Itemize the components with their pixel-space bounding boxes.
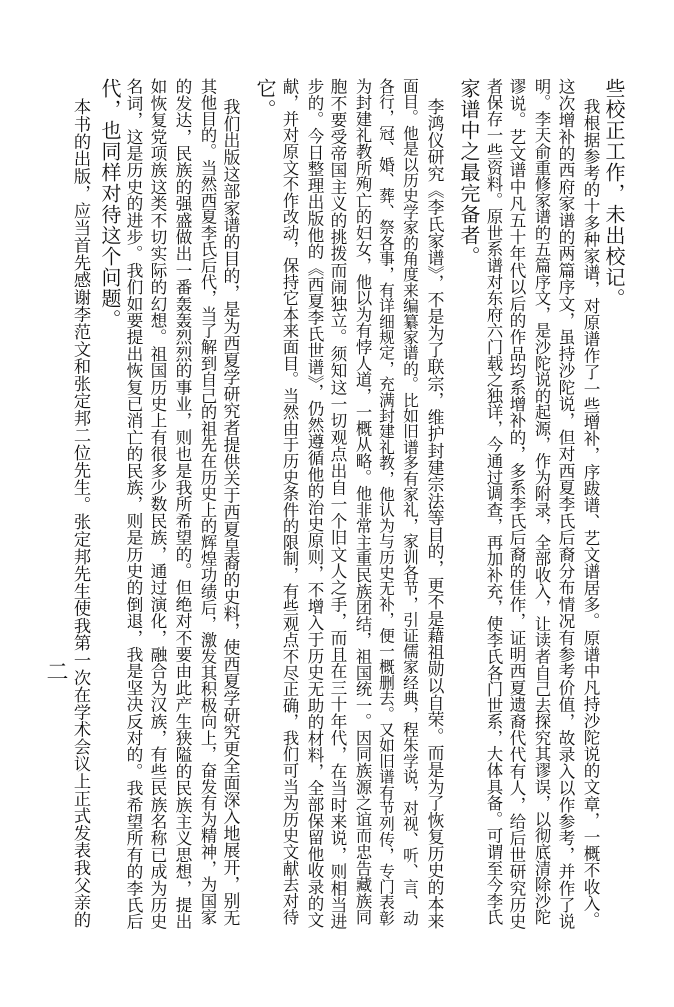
text-column-3: 这次增补的西府家谱的两篇序文，虽持沙陀说，但对西夏李氏后裔分布情况有参考价值，故录入以作参考，并作了说 [556, 78, 576, 930]
text-column-18: 的发达，民族的强盛做出一番轰轰烈烈的事业，则也是我所希望的。但绝对不要由此产生狭隘的民族主义思想，提出 [173, 78, 193, 930]
text-column-7: 家谱中之最完备者。 [457, 78, 481, 267]
text-column-17: 其他目的。当然西夏李氏后代，当了解到自己的祖先在历史上的辉煌功绩后，激发其积极向上，奋发有为精神，为国家 [198, 78, 217, 926]
text-column-19: 如恢复党项族这类不切实际的幻想。祖国历史上有很多少数民族，通过演化，融合为汉族，有些民族名称已成为历史 [148, 78, 168, 930]
text-column-1: 些校正工作，未出校记。 [602, 78, 626, 309]
text-column-10: 各行，冠、婚、葬、祭各事，有详细规定，充满封建礼教，他认为与历史无补，便一概删去。又如旧谱有节列传，专门表彰 [377, 78, 396, 926]
text-column-15: 它。 [253, 78, 277, 120]
text-column-16: 我们出版这部家谱的目的，是为西夏学研究者提供关于西夏皇裔的史料，使西夏学研究更全面深入地展开，别无 [221, 98, 241, 927]
text-column-9: 面目。他是以历史学家的角度来编纂家谱的。比如旧谱多有家礼，家训各节，引证儒家经典，程朱学说，对视、听、言、动 [401, 78, 420, 926]
text-column-5: 谬说。艺文谱中凡五十年代以后的作品均系增补的，多系李氏后裔的佳作，证明西夏遗裔代代有人，给后世研究历史 [507, 78, 527, 930]
text-column-21: 代，也同样对待这个问题。 [98, 78, 122, 330]
text-column-12: 胞不要受帝国主义的挑拨而闹独立。须知这一切观点出自一个旧文人之手，而且在三十年代，在当时来说，则相当进 [328, 78, 348, 930]
text-column-13: 步的。今日整理出版他的《西夏李氏世谱》，仍然遵循他的治史原则，不增入于历史无助的材料，全部保留他收录的文 [305, 78, 324, 928]
text-column-11: 为封建礼教所殉亡的妇女，他以为有悖人道，一概从略。他非常主重民族团结，祖国统一。因同族源之谊而忠告藏族同 [353, 78, 372, 926]
text-column-4: 明。李天俞重修家谱的五篇序文，是沙陀说的起源，作为附录，全部收入，让读者自己去探究其谬误，以彻底清除沙陀 [532, 78, 551, 926]
text-column-22: 本书的出版，应当首先感谢李范文和张定邦二位先生。张定邦先生使我第一次在学术会议上正式发表我父亲的 [70, 98, 90, 928]
text-column-6: 者保存一些资料。原世系谱对东府六门载之独详，今通过调查，再加补充，使李氏各门世系，大体具备。可谓至今李氏 [484, 78, 503, 926]
text-column-14: 献，并对原文不作改动，保持它本来面目。当然由于历史条件的限制，有些观点不尽正确，我们可当为历史文献去对待 [280, 78, 299, 926]
text-column-2: 我根据参考的十多种家谱，对原谱作了一些增补，序跋谱、艺文谱居多。原谱中凡持沙陀说的文章，一概不收入。 [581, 98, 600, 928]
text-column-20: 名词，这是历史的进步。我们如要提出恢复已消亡的民族，则是历史的倒退，我是坚决反对的。我希望所有的李氏后 [124, 78, 144, 930]
page-number: 二 [43, 660, 68, 684]
text-column-8: 李鸿仪研究《李氏家谱》，不是为了联宗，维护封建宗法等目的，更不是藉祖勋以自荣。而是为了恢复历史的本来 [425, 98, 445, 930]
